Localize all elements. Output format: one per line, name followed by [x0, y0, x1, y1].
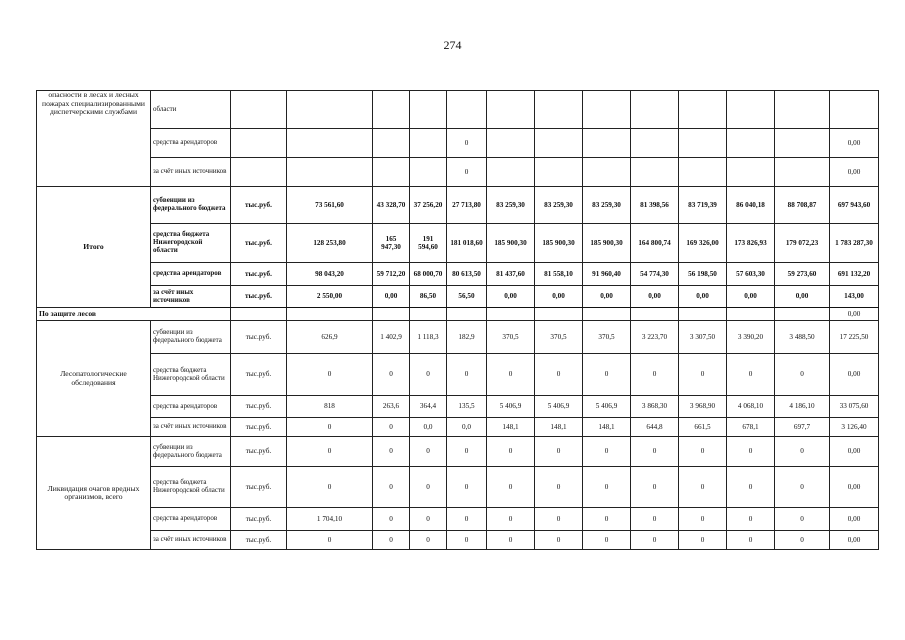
- table-row: [37, 187, 879, 224]
- sum-cell: 0,00: [830, 354, 879, 396]
- unit-cell: тыс.руб.: [231, 437, 287, 467]
- year-value-cell: [410, 158, 447, 187]
- year-value-cell: 0: [447, 437, 487, 467]
- funding-source: средства бюджета Нижегородской области: [151, 467, 231, 508]
- year-value-cell: 1 118,3: [410, 321, 447, 354]
- table-row: [37, 91, 879, 129]
- unit-cell: тыс.руб.: [231, 286, 287, 308]
- table-row: [37, 321, 879, 354]
- total-cell: 818: [287, 396, 373, 418]
- table-row: [37, 396, 879, 418]
- year-value-cell: 4 186,10: [775, 396, 830, 418]
- unit-cell: [231, 129, 287, 158]
- unit-cell: тыс.руб.: [231, 467, 287, 508]
- empty-cell: [535, 308, 583, 321]
- year-value-cell: 0,00: [583, 286, 631, 308]
- year-value-cell: 148,1: [535, 418, 583, 437]
- year-value-cell: 57 603,30: [727, 263, 775, 286]
- table-row: [37, 263, 879, 286]
- sum-cell: 0,00: [830, 129, 879, 158]
- total-cell: 1 704,10: [287, 508, 373, 531]
- year-value-cell: 81 437,60: [487, 263, 535, 286]
- year-value-cell: 0: [583, 437, 631, 467]
- year-value-cell: 370,5: [535, 321, 583, 354]
- funding-source: за счёт иных источников: [151, 286, 231, 308]
- year-value-cell: 678,1: [727, 418, 775, 437]
- year-value-cell: [631, 129, 679, 158]
- year-value-cell: 0: [487, 437, 535, 467]
- table-row: [37, 286, 879, 308]
- year-value-cell: 0: [447, 354, 487, 396]
- unit-cell: тыс.руб.: [231, 531, 287, 550]
- year-value-cell: 185 900,30: [583, 224, 631, 263]
- empty-cell: [287, 308, 373, 321]
- year-value-cell: 5 406,9: [535, 396, 583, 418]
- funding-source: средства арендаторов: [151, 129, 231, 158]
- year-value-cell: 3 488,50: [775, 321, 830, 354]
- funding-source: средства бюджета Нижегородской области: [151, 224, 231, 263]
- year-value-cell: [583, 158, 631, 187]
- year-value-cell: 0: [631, 508, 679, 531]
- year-value-cell: 0: [775, 508, 830, 531]
- funding-source: субвенции из федерального бюджета: [151, 187, 231, 224]
- year-value-cell: 0: [410, 437, 447, 467]
- year-value-cell: 0: [631, 354, 679, 396]
- section-row: [37, 308, 879, 321]
- year-value-cell: [535, 91, 583, 129]
- empty-cell: [631, 308, 679, 321]
- total-cell: 2 550,00: [287, 286, 373, 308]
- year-value-cell: 3 223,70: [631, 321, 679, 354]
- year-value-cell: 1 402,9: [373, 321, 410, 354]
- year-value-cell: 0,0: [410, 418, 447, 437]
- year-value-cell: 0: [631, 467, 679, 508]
- year-value-cell: 0,00: [487, 286, 535, 308]
- year-value-cell: 0: [583, 508, 631, 531]
- year-value-cell: 0: [727, 354, 775, 396]
- year-value-cell: 185 900,30: [487, 224, 535, 263]
- sum-cell: 1 783 287,30: [830, 224, 879, 263]
- group-label: Ликвидация очагов вредных организмов, всего: [37, 437, 151, 550]
- year-value-cell: 0,00: [727, 286, 775, 308]
- table-row: [37, 418, 879, 437]
- year-value-cell: 83 259,30: [487, 187, 535, 224]
- year-value-cell: 0: [631, 531, 679, 550]
- funding-source: субвенции из федерального бюджета: [151, 437, 231, 467]
- unit-cell: тыс.руб.: [231, 263, 287, 286]
- table-row: [37, 354, 879, 396]
- year-value-cell: 0: [373, 467, 410, 508]
- year-value-cell: [373, 91, 410, 129]
- year-value-cell: 173 826,93: [727, 224, 775, 263]
- year-value-cell: [487, 129, 535, 158]
- year-value-cell: [583, 91, 631, 129]
- year-value-cell: 0: [583, 531, 631, 550]
- page-number: 274: [443, 38, 462, 52]
- funding-source: средства арендаторов: [151, 396, 231, 418]
- unit-cell: тыс.руб.: [231, 396, 287, 418]
- year-value-cell: 0: [447, 467, 487, 508]
- year-value-cell: 0,00: [373, 286, 410, 308]
- year-value-cell: 0: [373, 508, 410, 531]
- total-cell: 626,9: [287, 321, 373, 354]
- total-cell: 0: [287, 531, 373, 550]
- year-value-cell: [775, 158, 830, 187]
- year-value-cell: [373, 158, 410, 187]
- year-value-cell: 182,9: [447, 321, 487, 354]
- year-value-cell: 148,1: [487, 418, 535, 437]
- year-value-cell: 181 018,60: [447, 224, 487, 263]
- year-value-cell: 0: [447, 129, 487, 158]
- year-value-cell: 0: [373, 354, 410, 396]
- year-value-cell: [487, 158, 535, 187]
- year-value-cell: 86 040,18: [727, 187, 775, 224]
- year-value-cell: 0,00: [679, 286, 727, 308]
- total-cell: 0: [287, 467, 373, 508]
- year-value-cell: 0: [775, 467, 830, 508]
- year-value-cell: 83 259,30: [583, 187, 631, 224]
- year-value-cell: [679, 158, 727, 187]
- sum-cell: 33 075,60: [830, 396, 879, 418]
- year-value-cell: 88 708,87: [775, 187, 830, 224]
- funding-source: области: [151, 91, 231, 129]
- year-value-cell: 0: [727, 508, 775, 531]
- year-value-cell: 0: [679, 531, 727, 550]
- year-value-cell: 3 390,20: [727, 321, 775, 354]
- year-value-cell: [487, 91, 535, 129]
- year-value-cell: 0: [679, 354, 727, 396]
- year-value-cell: 80 613,50: [447, 263, 487, 286]
- year-value-cell: 81 558,10: [535, 263, 583, 286]
- year-value-cell: 3 968,90: [679, 396, 727, 418]
- year-value-cell: 370,5: [583, 321, 631, 354]
- year-value-cell: 86,50: [410, 286, 447, 308]
- year-value-cell: 0: [410, 354, 447, 396]
- table-row: [37, 531, 879, 550]
- year-value-cell: [535, 158, 583, 187]
- year-value-cell: 0: [727, 531, 775, 550]
- total-cell: 0: [287, 354, 373, 396]
- year-value-cell: 0: [535, 531, 583, 550]
- year-value-cell: 37 256,20: [410, 187, 447, 224]
- year-value-cell: 148,1: [583, 418, 631, 437]
- year-value-cell: 0: [447, 508, 487, 531]
- table-row: [37, 508, 879, 531]
- year-value-cell: 56,50: [447, 286, 487, 308]
- sum-cell: 0,00: [830, 437, 879, 467]
- year-value-cell: 83 719,39: [679, 187, 727, 224]
- sum-cell: 3 126,40: [830, 418, 879, 437]
- funding-source: за счёт иных источников: [151, 158, 231, 187]
- year-value-cell: 43 328,70: [373, 187, 410, 224]
- total-cell: 73 561,60: [287, 187, 373, 224]
- year-value-cell: 0: [373, 531, 410, 550]
- year-value-cell: 0: [727, 437, 775, 467]
- year-value-cell: [727, 91, 775, 129]
- table-row: [37, 129, 879, 158]
- year-value-cell: 27 713,80: [447, 187, 487, 224]
- unit-cell: [231, 158, 287, 187]
- table-row: [37, 224, 879, 263]
- sum-cell: 691 132,20: [830, 263, 879, 286]
- year-value-cell: 0: [775, 437, 830, 467]
- unit-cell: тыс.руб.: [231, 354, 287, 396]
- year-value-cell: 0: [410, 531, 447, 550]
- year-value-cell: 0: [583, 354, 631, 396]
- year-value-cell: 0: [447, 531, 487, 550]
- year-value-cell: 0,00: [535, 286, 583, 308]
- table-row: [37, 158, 879, 187]
- total-cell: 0: [287, 418, 373, 437]
- unit-cell: тыс.руб.: [231, 418, 287, 437]
- year-value-cell: 56 198,50: [679, 263, 727, 286]
- year-value-cell: 3 868,30: [631, 396, 679, 418]
- year-value-cell: 370,5: [487, 321, 535, 354]
- year-value-cell: 0: [535, 508, 583, 531]
- year-value-cell: 164 800,74: [631, 224, 679, 263]
- year-value-cell: [679, 129, 727, 158]
- year-value-cell: 5 406,9: [583, 396, 631, 418]
- total-cell: 0: [287, 437, 373, 467]
- funding-source: средства бюджета Нижегородской области: [151, 354, 231, 396]
- empty-cell: [583, 308, 631, 321]
- year-value-cell: 0: [583, 467, 631, 508]
- empty-cell: [727, 308, 775, 321]
- year-value-cell: 0: [410, 508, 447, 531]
- budget-table: [36, 90, 879, 550]
- year-value-cell: [410, 129, 447, 158]
- sum-cell: [830, 91, 879, 129]
- year-value-cell: [727, 158, 775, 187]
- year-value-cell: 0: [631, 437, 679, 467]
- year-value-cell: 0: [487, 531, 535, 550]
- year-value-cell: 0: [373, 418, 410, 437]
- section-title: По защите лесов: [37, 308, 231, 321]
- year-value-cell: 0: [775, 531, 830, 550]
- year-value-cell: 661,5: [679, 418, 727, 437]
- year-value-cell: 179 072,23: [775, 224, 830, 263]
- year-value-cell: 135,5: [447, 396, 487, 418]
- empty-cell: [447, 308, 487, 321]
- year-value-cell: 0: [410, 467, 447, 508]
- year-value-cell: 68 000,70: [410, 263, 447, 286]
- empty-cell: [373, 308, 410, 321]
- year-value-cell: 4 068,10: [727, 396, 775, 418]
- unit-cell: тыс.руб.: [231, 508, 287, 531]
- year-value-cell: 0: [679, 467, 727, 508]
- year-value-cell: 81 398,56: [631, 187, 679, 224]
- year-value-cell: 0,0: [447, 418, 487, 437]
- total-cell: [287, 129, 373, 158]
- funding-source: субвенции из федерального бюджета: [151, 321, 231, 354]
- funding-source: за счёт иных источников: [151, 531, 231, 550]
- year-value-cell: 0: [447, 158, 487, 187]
- year-value-cell: [535, 129, 583, 158]
- empty-cell: [775, 308, 830, 321]
- table-row: [37, 467, 879, 508]
- sum-cell: 697 943,60: [830, 187, 879, 224]
- sum-cell: 143,00: [830, 286, 879, 308]
- total-cell: [287, 158, 373, 187]
- group-label: опасности в лесах и лесных пожарах специализированными диспетчерскими службами: [37, 91, 151, 187]
- year-value-cell: 0: [487, 467, 535, 508]
- year-value-cell: 0,00: [775, 286, 830, 308]
- year-value-cell: 54 774,30: [631, 263, 679, 286]
- year-value-cell: 59 712,20: [373, 263, 410, 286]
- year-value-cell: 0: [535, 467, 583, 508]
- unit-cell: [231, 91, 287, 129]
- group-label: Итого: [37, 187, 151, 308]
- year-value-cell: [775, 129, 830, 158]
- year-value-cell: [583, 129, 631, 158]
- sum-cell: 0,00: [830, 467, 879, 508]
- year-value-cell: 0: [535, 437, 583, 467]
- total-cell: 128 253,80: [287, 224, 373, 263]
- year-value-cell: 0: [535, 354, 583, 396]
- sum-cell: 0,00: [830, 308, 879, 321]
- year-value-cell: [410, 91, 447, 129]
- year-value-cell: 644,8: [631, 418, 679, 437]
- total-cell: 98 043,20: [287, 263, 373, 286]
- empty-cell: [679, 308, 727, 321]
- year-value-cell: [373, 129, 410, 158]
- sum-cell: 0,00: [830, 508, 879, 531]
- year-value-cell: 263,6: [373, 396, 410, 418]
- empty-cell: [410, 308, 447, 321]
- year-value-cell: 0,00: [631, 286, 679, 308]
- unit-cell: тыс.руб.: [231, 321, 287, 354]
- year-value-cell: [775, 91, 830, 129]
- funding-source: средства арендаторов: [151, 508, 231, 531]
- year-value-cell: 191 594,60: [410, 224, 447, 263]
- year-value-cell: 185 900,30: [535, 224, 583, 263]
- unit-cell: тыс.руб.: [231, 224, 287, 263]
- total-cell: [287, 91, 373, 129]
- year-value-cell: 0: [775, 354, 830, 396]
- year-value-cell: 0: [487, 354, 535, 396]
- year-value-cell: 0: [679, 437, 727, 467]
- year-value-cell: 0: [727, 467, 775, 508]
- empty-cell: [231, 308, 287, 321]
- funding-source: средства арендаторов: [151, 263, 231, 286]
- funding-source: за счёт иных источников: [151, 418, 231, 437]
- year-value-cell: [447, 91, 487, 129]
- unit-cell: тыс.руб.: [231, 187, 287, 224]
- sum-cell: 17 225,50: [830, 321, 879, 354]
- year-value-cell: [631, 158, 679, 187]
- table-row: [37, 437, 879, 467]
- year-value-cell: 697,7: [775, 418, 830, 437]
- year-value-cell: 0: [679, 508, 727, 531]
- year-value-cell: 91 960,40: [583, 263, 631, 286]
- year-value-cell: 165 947,30: [373, 224, 410, 263]
- year-value-cell: 169 326,00: [679, 224, 727, 263]
- year-value-cell: 0: [487, 508, 535, 531]
- year-value-cell: 3 307,50: [679, 321, 727, 354]
- year-value-cell: [727, 129, 775, 158]
- sum-cell: 0,00: [830, 531, 879, 550]
- year-value-cell: [679, 91, 727, 129]
- sum-cell: 0,00: [830, 158, 879, 187]
- year-value-cell: [631, 91, 679, 129]
- group-label: Лесопатологические обследования: [37, 321, 151, 437]
- year-value-cell: 59 273,60: [775, 263, 830, 286]
- empty-cell: [487, 308, 535, 321]
- year-value-cell: 0: [373, 437, 410, 467]
- year-value-cell: 83 259,30: [535, 187, 583, 224]
- year-value-cell: 5 406,9: [487, 396, 535, 418]
- year-value-cell: 364,4: [410, 396, 447, 418]
